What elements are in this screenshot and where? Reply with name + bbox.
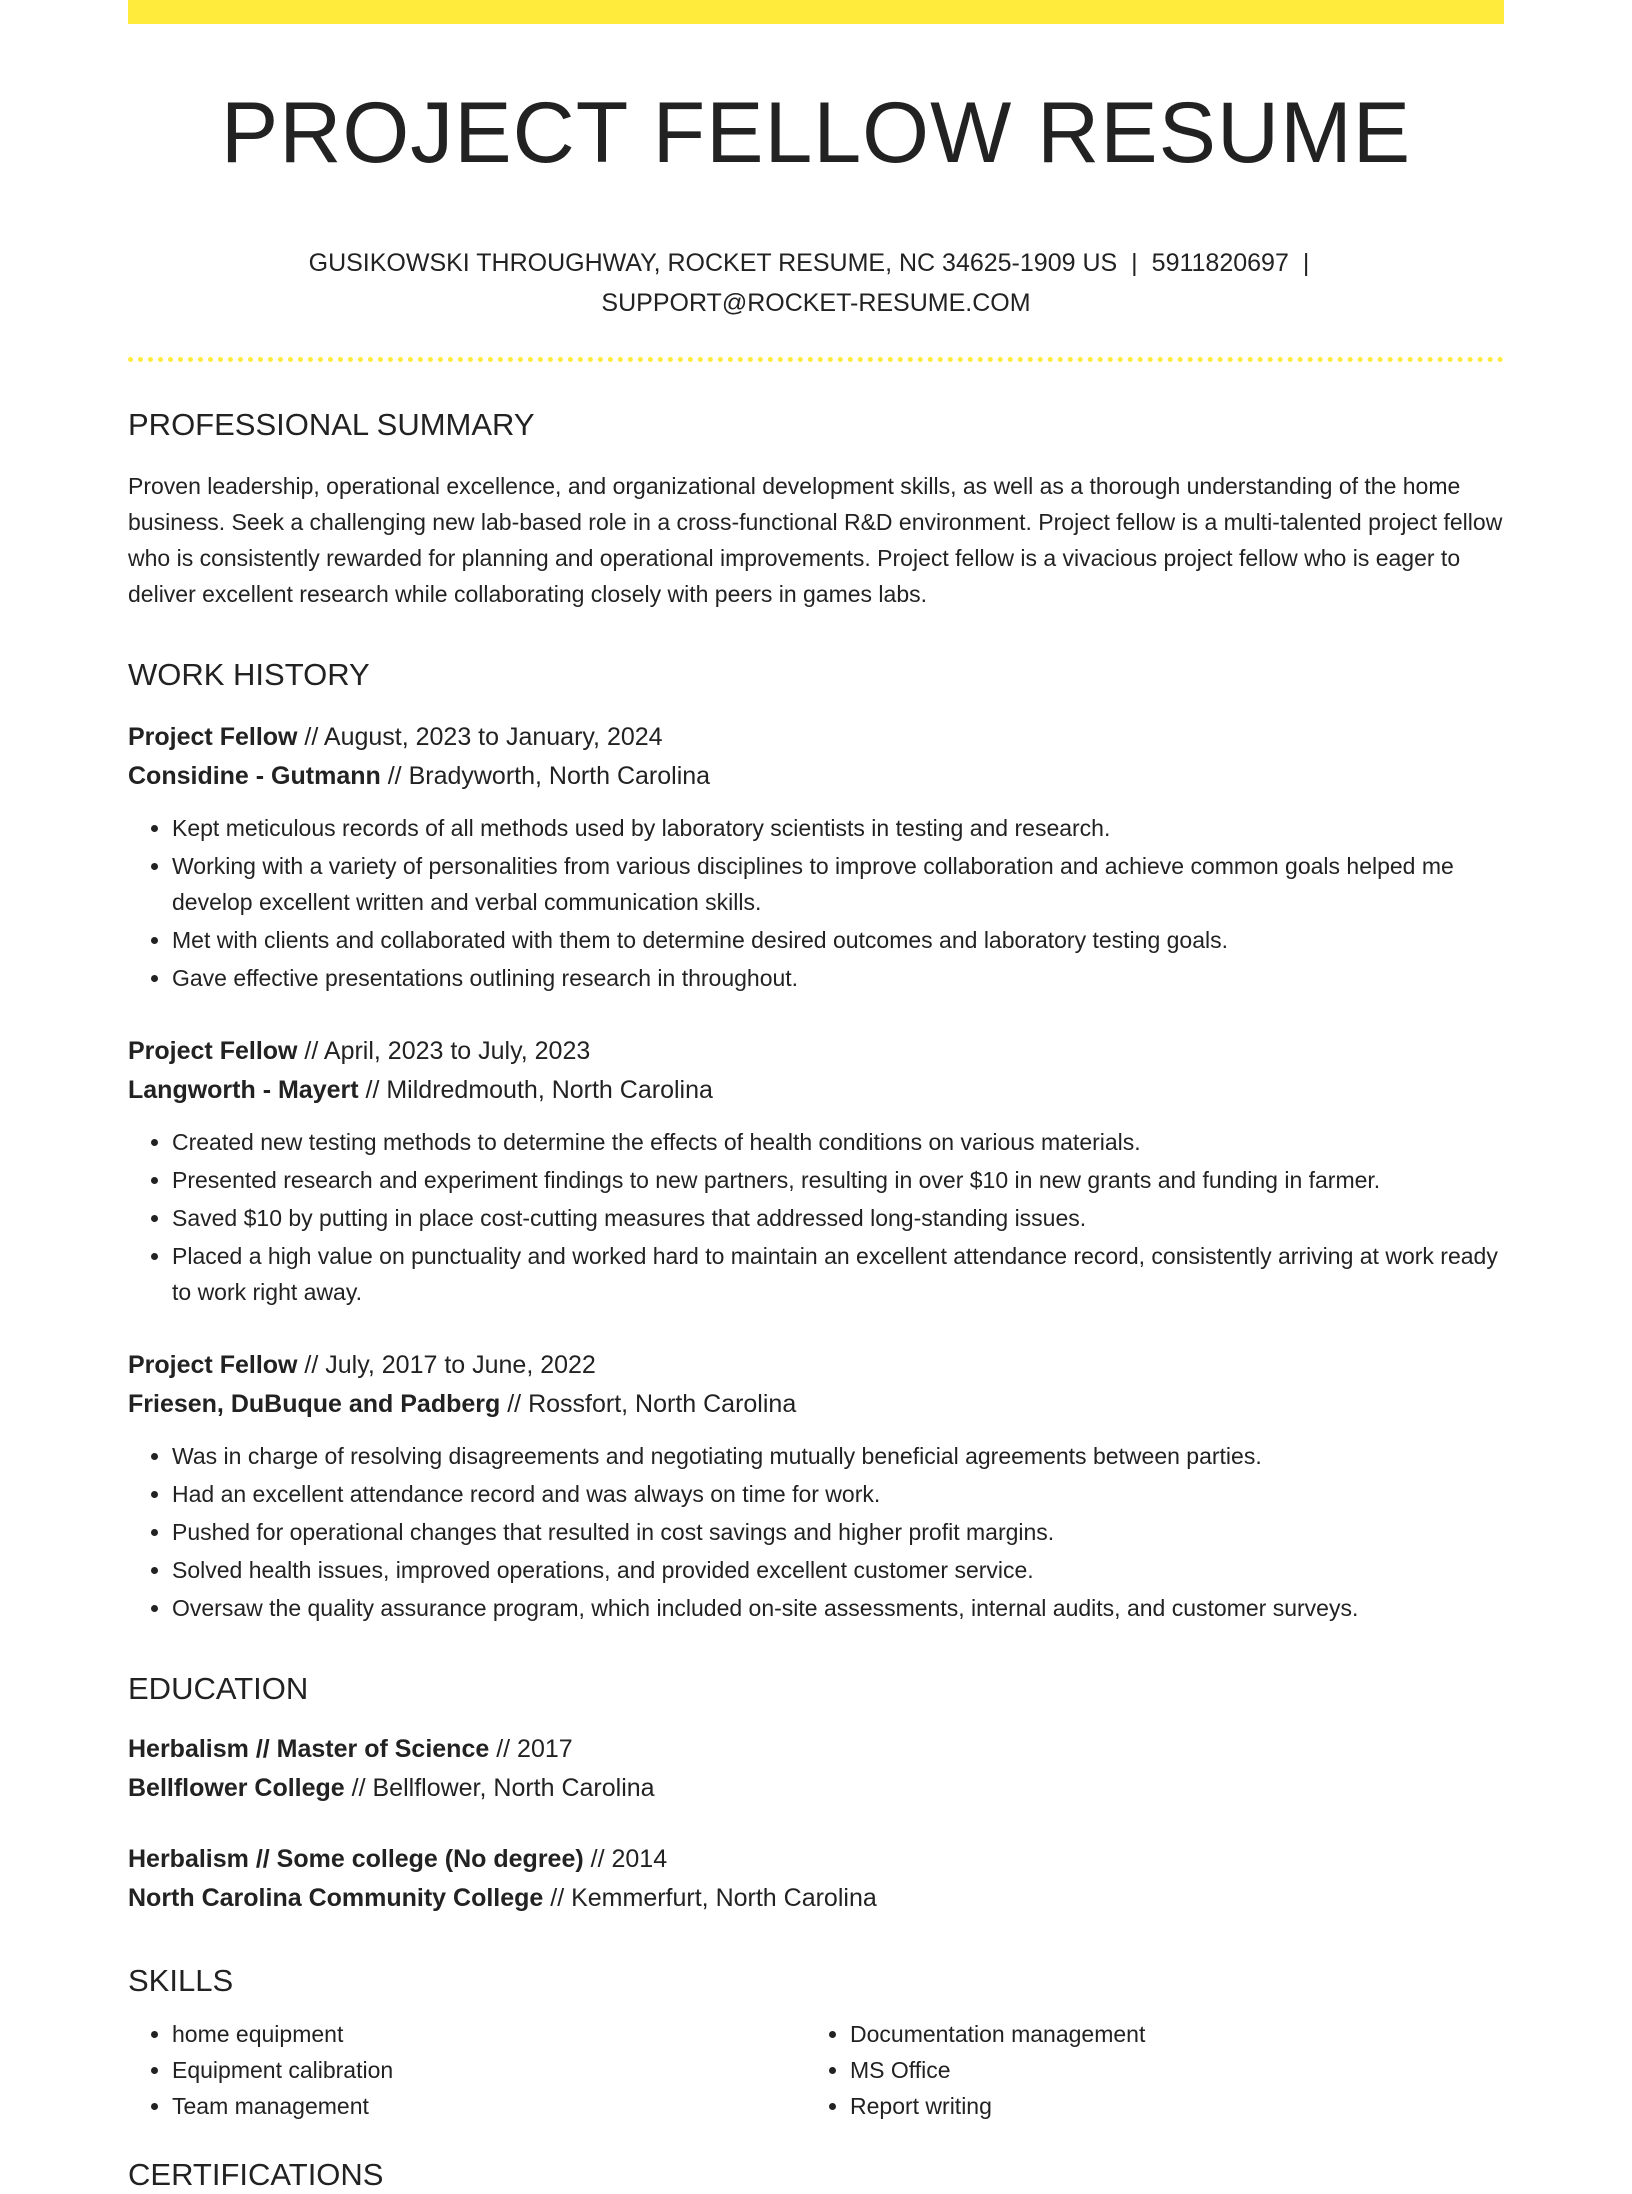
job-location: // Mildredmouth, North Carolina	[358, 1076, 713, 1105]
section-heading-education: EDUCATION	[128, 1671, 309, 1707]
job-bullets	[128, 1124, 1504, 1310]
skills-columns	[128, 2016, 1504, 2124]
education-school: Bellflower College	[128, 1774, 345, 1803]
skill-item: • Team management	[172, 2088, 806, 2124]
contact-email: SUPPORT@ROCKET-RESUME.COM	[601, 289, 1031, 318]
job-company-line	[128, 1071, 1504, 1110]
education-degree-line	[128, 1840, 1504, 1879]
education-entry	[128, 1730, 1504, 1808]
job-bullet: • Created new testing methods to determine the effects of health conditions on various materials.	[172, 1124, 1504, 1160]
job-bullet: • Pushed for operational changes that resulted in cost savings and higher profit margins.	[172, 1514, 1504, 1550]
skill-item: • MS Office	[850, 2052, 1484, 2088]
contact-address: GUSIKOWSKI THROUGHWAY, ROCKET RESUME, NC 34625-1909 US	[308, 249, 1118, 278]
job-bullet: • Working with a variety of personalities from various disciplines to improve collaboration and achieve common goals helped me develop excellent written and verbal communication skills.	[172, 848, 1504, 920]
job-entry	[128, 1346, 1504, 1626]
job-bullets	[128, 810, 1504, 996]
education-school-line	[128, 1879, 1504, 1918]
education-year: // 2014	[583, 1845, 668, 1874]
contact-phone: 5911820697	[1151, 249, 1289, 278]
job-company: Langworth - Mayert	[128, 1076, 359, 1105]
job-company: Friesen, DuBuque and Padberg	[128, 1390, 501, 1419]
job-bullet: • Kept meticulous records of all methods used by laboratory scientists in testing and research.	[172, 810, 1504, 846]
job-bullet: • Met with clients and collaborated with them to determine desired outcomes and laboratory testing goals.	[172, 922, 1504, 958]
job-bullet: • Placed a high value on punctuality and worked hard to maintain an excellent attendance record, consistently arriving at work ready to work right away.	[172, 1238, 1504, 1310]
skill-item: • Equipment calibration	[172, 2052, 806, 2088]
education-degree: Herbalism // Some college (No degree)	[128, 1845, 584, 1874]
job-title: Project Fellow	[128, 1351, 298, 1380]
accent-bar	[128, 0, 1504, 24]
job-bullet: • Had an excellent attendance record and was always on time for work.	[172, 1476, 1504, 1512]
section-heading-skills: SKILLS	[128, 1963, 234, 1999]
education-degree: Herbalism // Master of Science	[128, 1735, 490, 1764]
job-bullet: • Solved health issues, improved operations, and provided excellent customer service.	[172, 1552, 1504, 1588]
job-title: Project Fellow	[128, 723, 298, 752]
skill-item: • Documentation management	[850, 2016, 1484, 2052]
contact-info	[286, 243, 1346, 323]
section-heading-summary: PROFESSIONAL SUMMARY	[128, 407, 535, 443]
contact-separator: |	[1302, 249, 1310, 278]
job-title-line	[128, 1346, 1504, 1385]
skill-item: • Report writing	[850, 2088, 1484, 2124]
job-company-line	[128, 757, 1504, 796]
section-heading-work: WORK HISTORY	[128, 657, 370, 693]
job-company: Considine - Gutmann	[128, 762, 381, 791]
skills-list-right	[806, 2016, 1484, 2124]
skill-item: • home equipment	[172, 2016, 806, 2052]
education-location: // Bellflower, North Carolina	[344, 1774, 655, 1803]
education-degree-line	[128, 1730, 1504, 1769]
education-location: // Kemmerfurt, North Carolina	[543, 1884, 877, 1913]
job-dates: // April, 2023 to July, 2023	[297, 1037, 591, 1066]
job-title: Project Fellow	[128, 1037, 298, 1066]
resume-page	[128, 0, 1504, 2194]
job-bullet: • Gave effective presentations outlining research in throughout.	[172, 960, 1504, 996]
job-entry	[128, 1032, 1504, 1310]
education-year: // 2017	[489, 1735, 573, 1764]
resume-title: PROJECT FELLOW RESUME	[220, 85, 1412, 181]
contact-separator: |	[1131, 249, 1138, 278]
job-entry	[128, 718, 1504, 996]
job-title-line	[128, 1032, 1504, 1071]
job-bullet: • Presented research and experiment findings to new partners, resulting in over $10 in new grants and funding in farmer.	[172, 1162, 1504, 1198]
job-bullets	[128, 1438, 1504, 1626]
job-company-line	[128, 1385, 1504, 1424]
summary-text: Proven leadership, operational excellence, and organizational development skills, as well as a thorough understanding of the home business. Seek a challenging new lab-based role in a cross-functional R&D environment. Project fellow is a multi-talented project fellow who is consistently rewarded for planning and operational improvements. Project fellow is a vivacious project fellow who is eager to deliver excellent research while collaborating closely with peers in games labs.	[128, 473, 1503, 608]
section-heading-certifications: CERTIFICATIONS	[128, 2157, 384, 2193]
education-school: North Carolina Community College	[128, 1884, 544, 1913]
education-school-line	[128, 1769, 1504, 1808]
job-title-line	[128, 718, 1504, 757]
education-entry	[128, 1840, 1504, 1918]
skills-list-left	[128, 2016, 806, 2124]
job-location: // Rossfort, North Carolina	[500, 1390, 797, 1419]
job-bullet: • Oversaw the quality assurance program, which included on-site assessments, internal audits, and customer surveys.	[172, 1590, 1504, 1626]
job-dates: // July, 2017 to June, 2022	[297, 1351, 596, 1380]
dotted-divider	[128, 357, 1504, 362]
job-location: // Bradyworth, North Carolina	[380, 762, 711, 791]
job-bullet: • Was in charge of resolving disagreements and negotiating mutually beneficial agreements between parties.	[172, 1438, 1504, 1474]
job-dates: // August, 2023 to January, 2024	[297, 723, 663, 752]
job-bullet: • Saved $10 by putting in place cost-cutting measures that addressed long-standing issues.	[172, 1200, 1504, 1236]
